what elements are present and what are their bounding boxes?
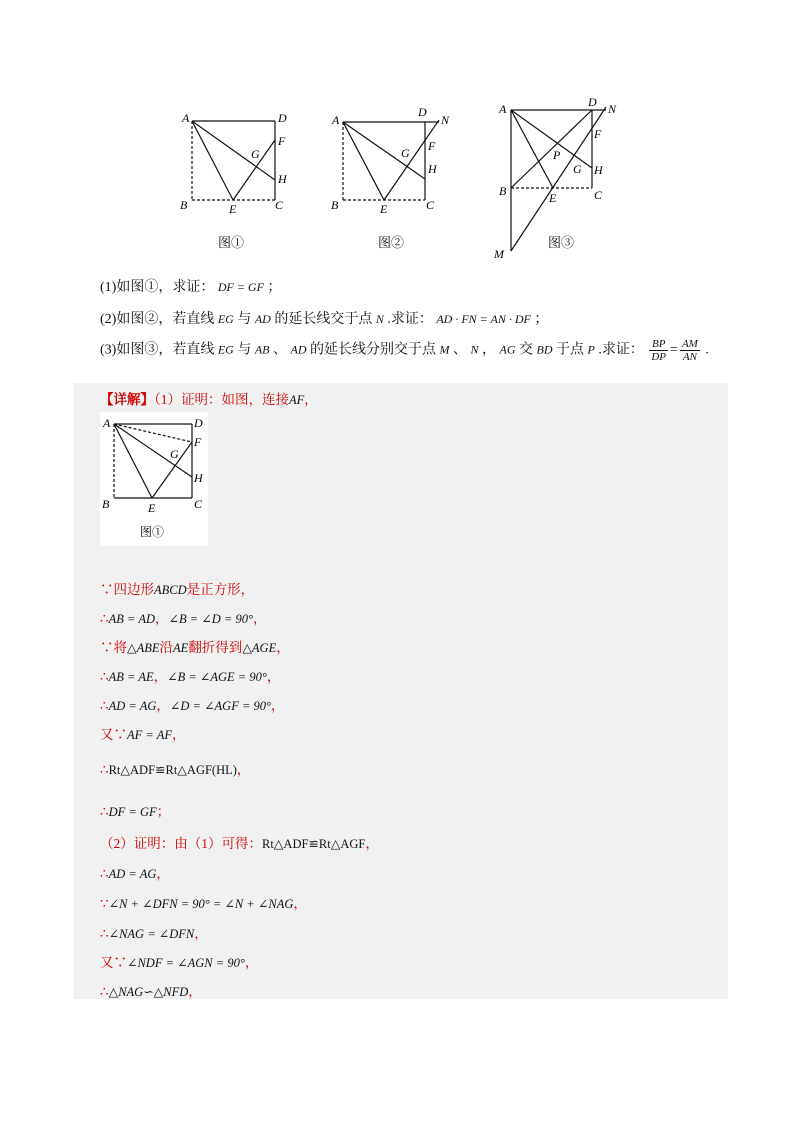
label-H: H <box>594 163 603 177</box>
solution-header: 【详解】（1）证明：如图，连接AF， <box>100 392 318 407</box>
solution-line-2: ∴AB = AD，∠B = ∠D = 90°， <box>100 611 267 626</box>
solution-line-11: ∵∠N + ∠DFN = 90° = ∠N + ∠NAG， <box>100 896 307 911</box>
label-H: H <box>428 162 437 176</box>
solution-line-10: ∴AD = AG， <box>100 866 170 881</box>
solution-line-6: 又∵AF = AF， <box>100 727 186 742</box>
label-B: B <box>331 198 339 212</box>
solution-figure-diagram <box>100 412 208 546</box>
label-E: E <box>549 191 557 205</box>
label-B: B <box>102 497 110 511</box>
solution-figure <box>100 412 208 546</box>
figure-1 <box>175 108 295 218</box>
solution-line-9: （2）证明：由（1）可得：Rt△ADF≌Rt△AGF， <box>100 836 379 851</box>
solution-line-4: ∴AB = AE，∠B = ∠AGE = 90°， <box>100 669 281 684</box>
label-N: N <box>608 102 617 116</box>
label-G: G <box>573 162 582 176</box>
label-G: G <box>251 147 260 161</box>
label-P: P <box>553 148 561 162</box>
label-M: M <box>494 247 504 261</box>
fraction-bp-dp: $\frac{BP}{DP}$ <box>651 338 667 363</box>
label-F: F <box>428 139 436 153</box>
label-H: H <box>194 471 203 485</box>
label-N: N <box>441 113 450 127</box>
label-G: G <box>170 447 179 461</box>
solution-line-13: 又∵∠NDF = ∠AGN = 90°， <box>100 955 259 970</box>
label-A: A <box>332 113 340 127</box>
label-E: E <box>380 202 388 216</box>
label-H: H <box>278 172 287 186</box>
solution-line-8: ∴DF = GF； <box>100 804 171 819</box>
label-D: D <box>588 95 597 109</box>
figure-3-caption: 图③ <box>548 235 575 250</box>
label-A: A <box>499 102 507 116</box>
figure-2 <box>325 105 460 220</box>
label-A: A <box>182 111 190 125</box>
label-E: E <box>229 202 237 216</box>
label-F: F <box>594 127 602 141</box>
solution-figure-caption: 图① <box>140 525 165 539</box>
label-A: A <box>103 416 111 430</box>
solution-line-1: ∵四边形ABCD是正方形， <box>100 582 255 597</box>
figure-2-caption: 图② <box>378 235 405 250</box>
question-1: (1)如图①，求证： DF = GF ； <box>100 280 282 295</box>
figure-1-caption: 图① <box>218 235 245 250</box>
solution-line-3: ∵将△ABE沿AE翻折得到△AGE， <box>100 640 290 655</box>
label-D: D <box>194 416 203 430</box>
label-C: C <box>194 497 203 511</box>
label-D: D <box>278 111 287 125</box>
label-C: C <box>594 188 603 202</box>
figure-2-diagram <box>325 105 460 220</box>
label-D: D <box>418 105 427 119</box>
solution-line-14: ∴△NAG∽△NFD， <box>100 984 202 999</box>
solution-line-5: ∴AD = AG，∠D = ∠AGF = 90°， <box>100 698 285 713</box>
label-F: F <box>278 134 286 148</box>
label-E: E <box>148 501 156 515</box>
label-B: B <box>499 184 507 198</box>
solution-line-7: ∴Rt△ADF≌Rt△AGF(HL)， <box>100 762 251 777</box>
label-G: G <box>401 146 410 160</box>
label-C: C <box>275 198 284 212</box>
question-2: (2)如图②，若直线 EG 与 AD 的延长线交于点 N .求证： AD · FN = AN · DF ； <box>100 312 549 327</box>
solution-line-12: ∴∠NAG = ∠DFN， <box>100 926 208 941</box>
label-C: C <box>426 198 435 212</box>
label-B: B <box>180 198 188 212</box>
question-3: (3)如图③，若直线 EG 与 AB 、 AD 的延长线分别交于点 M 、 N ， AG 交 BD 于点 P .求证： $\frac{BP}{DP}$ = $\frac{AM}{AN}$ . <box>100 338 709 363</box>
label-F: F <box>194 435 202 449</box>
fraction-am-an: $\frac{AM}{AN}$ <box>681 338 698 363</box>
figure-1-diagram <box>175 108 295 218</box>
